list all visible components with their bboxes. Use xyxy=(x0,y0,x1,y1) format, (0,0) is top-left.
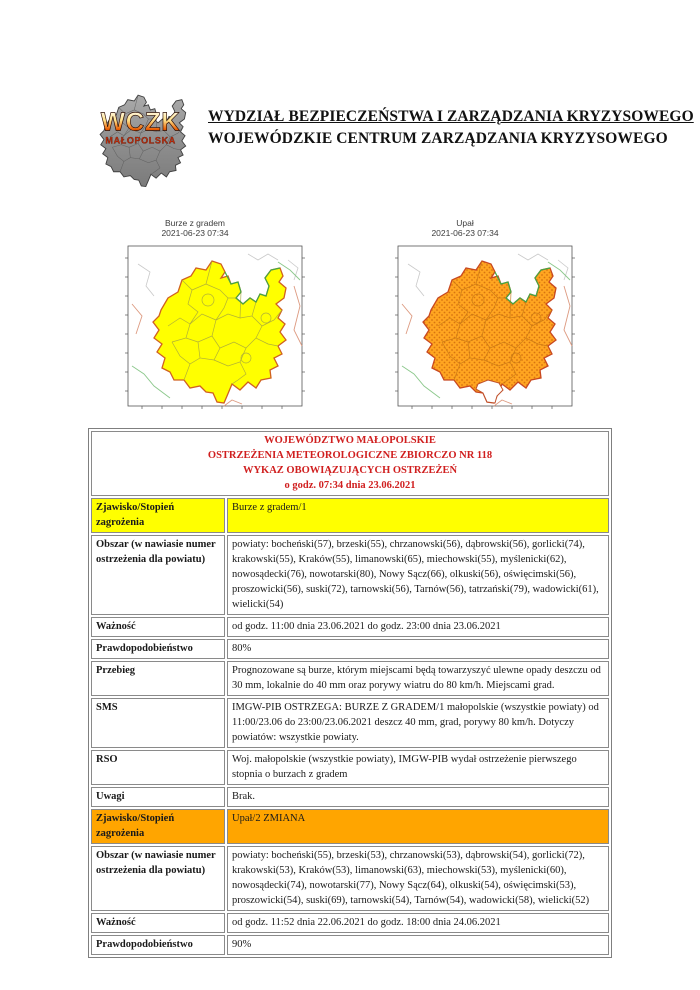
bulletin-row xyxy=(91,935,609,955)
row-label: Prawdopodobieństwo xyxy=(91,935,225,955)
bulletin-table xyxy=(88,428,612,958)
bulletin-table-body xyxy=(91,431,609,955)
org-header-line1: WYDZIAŁ BEZPIECZEŃSTWA I ZARZĄDZANIA KRYZYSOWEGO xyxy=(208,108,694,125)
bulletin-row xyxy=(91,661,609,696)
wczk-logo-map-icon xyxy=(84,78,196,196)
row-value: 80% xyxy=(227,639,609,659)
row-value: od godz. 11:00 dnia 23.06.2021 do godz. 23:00 dnia 23.06.2021 xyxy=(227,617,609,637)
bulletin-row xyxy=(91,535,609,615)
row-label: Prawdopodobieństwo xyxy=(91,639,225,659)
row-value: IMGW-PIB OSTRZEGA: BURZE Z GRADEM/1 małopolskie (wszystkie powiaty) od 11:00/23.06 do 23:00/23.06.2021 deszcz 40 mm, grad, porywy 80 km/h. Dotyczy powiatów: wszystkie powiaty. xyxy=(227,698,609,748)
map-title-storm-label: Burze z gradem xyxy=(165,218,225,228)
wczk-logo xyxy=(84,78,196,196)
bulletin-title-line: OSTRZEŻENIA METEOROLOGICZNE ZBIORCZO NR 118 xyxy=(207,450,493,461)
bulletin-row xyxy=(91,750,609,785)
map-title-heat xyxy=(378,218,552,238)
row-value: Burze z gradem/1 xyxy=(227,498,609,533)
storm-warning-map xyxy=(124,244,308,414)
map-title-heat-timestamp: 2021-06-23 07:34 xyxy=(431,228,499,238)
row-value: Prognozowane są burze, którym miejscami będą towarzyszyć ulewne opady deszczu od 30 mm, lokalnie do 40 mm oraz porywy wiatru do 80 km/h. Miejscami grad. xyxy=(227,661,609,696)
row-label: Zjawisko/Stopień zagrożenia xyxy=(91,809,225,844)
bulletin-row xyxy=(91,498,609,533)
heat-warning-map xyxy=(394,244,578,414)
bulletin-row xyxy=(91,617,609,637)
bulletin-row xyxy=(91,846,609,911)
org-header xyxy=(208,106,694,150)
bulletin-row xyxy=(91,913,609,933)
bulletin-title-line: WYKAZ OBOWIĄZUJĄCYCH OSTRZEŻEŃ xyxy=(242,465,458,476)
bulletin-row xyxy=(91,698,609,748)
row-label: Obszar (w nawiasie numer ostrzeżenia dla powiatu) xyxy=(91,535,225,615)
map-title-storm-timestamp: 2021-06-23 07:34 xyxy=(161,228,229,238)
row-label: Ważność xyxy=(91,913,225,933)
row-value: powiaty: bocheński(57), brzeski(55), chrzanowski(56), dąbrowski(56), gorlicki(74), krakowski(55), Kraków(55), limanowski(65), miechowski(55), myślenicki(62), nowosądecki(76), nowotarski(80), Nowy Sącz(66), olkuski(56), oświęcimski(56), proszowicki(56), suski(72), tarnowski(56), Tarnów(56), tatrzański(79), wadowicki(61), wielicki(54) xyxy=(227,535,609,615)
row-value: powiaty: bocheński(55), brzeski(53), chrzanowski(53), dąbrowski(54), gorlicki(72), krakowski(53), Kraków(53), limanowski(63), miechowski(53), myślenicki(60), nowosądecki(74), nowotarski(77), Nowy Sącz(64), olkuski(54), oświęcimski(53), proszowicki(54), suski(69), tarnowski(54), Tarnów(54), wadowicki(58), wielicki(52) xyxy=(227,846,609,911)
row-label: Przebieg xyxy=(91,661,225,696)
logo-region-text: MAŁOPOLSKA xyxy=(105,135,176,146)
org-header-line2: WOJEWÓDZKIE CENTRUM ZARZĄDZANIA KRYZYSOWEGO xyxy=(208,130,668,147)
row-value: Woj. małopolskie (wszystkie powiaty), IMGW-PIB wydał ostrzeżenie pierwszego stopnia o burzach z gradem xyxy=(227,750,609,785)
row-value: Upał/2 ZMIANA xyxy=(227,809,609,844)
logo-acronym-text: WCZK xyxy=(100,108,181,137)
bulletin-title-row xyxy=(91,431,609,496)
row-label: Obszar (w nawiasie numer ostrzeżenia dla powiatu) xyxy=(91,846,225,911)
bulletin-title-line: o godz. 07:34 dnia 23.06.2021 xyxy=(284,480,416,491)
map-title-storm xyxy=(108,218,282,238)
row-label: SMS xyxy=(91,698,225,748)
bulletin-row xyxy=(91,809,609,844)
bulletin-row xyxy=(91,639,609,659)
map-title-heat-label: Upał xyxy=(456,218,474,228)
row-label: Zjawisko/Stopień zagrożenia xyxy=(91,498,225,533)
row-label: Ważność xyxy=(91,617,225,637)
row-value: Brak. xyxy=(227,787,609,807)
bulletin-title-line: WOJEWÓDZTWO MAŁOPOLSKIE xyxy=(264,435,436,446)
bulletin-title xyxy=(91,431,609,496)
row-label: RSO xyxy=(91,750,225,785)
row-value: od godz. 11:52 dnia 22.06.2021 do godz. 18:00 dnia 24.06.2021 xyxy=(227,913,609,933)
row-value: 90% xyxy=(227,935,609,955)
bulletin-row xyxy=(91,787,609,807)
row-label: Uwagi xyxy=(91,787,225,807)
